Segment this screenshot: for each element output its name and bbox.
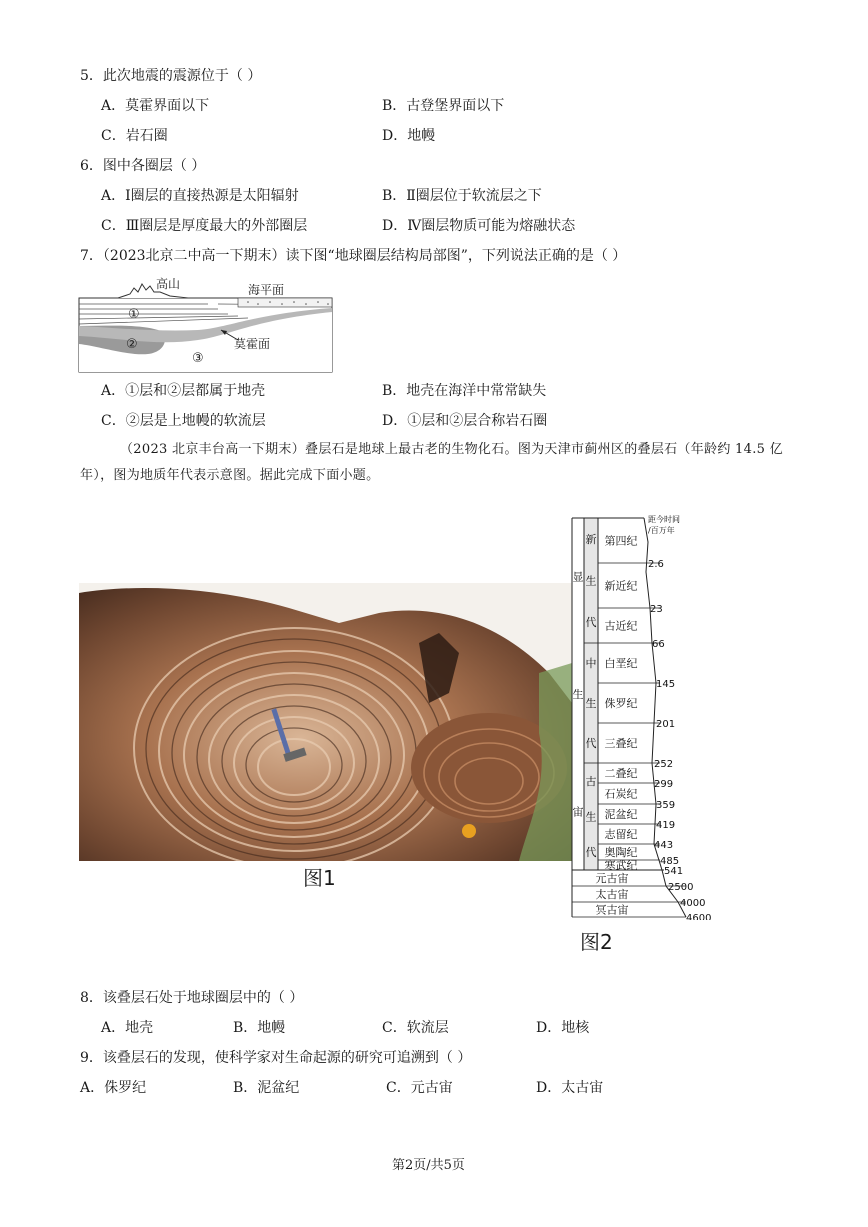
era-label-char: 生 [585, 810, 597, 824]
q7-option-d: D．①层和②层合称岩石圈 [382, 413, 548, 429]
label-moho: 莫霍面 [234, 337, 271, 351]
age-label: 359 [656, 800, 676, 811]
period-label: 新近纪 [604, 579, 638, 593]
era-label-char: 代 [585, 737, 597, 750]
period-label: 白垩纪 [604, 657, 638, 670]
period-label: 侏罗纪 [604, 697, 638, 710]
q7-option-c: C．②层是上地幔的软流层 [101, 413, 266, 429]
age-label: 4600 [686, 913, 712, 920]
earth-layer-diagram [78, 274, 334, 374]
era-label-char: 生 [585, 574, 597, 588]
timescale-header-line2: /百万年 [648, 526, 675, 535]
period-label: 三叠纪 [604, 737, 638, 750]
period-label: 古近纪 [604, 619, 638, 633]
age-label: 2500 [668, 882, 694, 893]
geologic-timescale [568, 512, 718, 920]
age-label: 443 [654, 840, 674, 851]
q9-stem: 9．该叠层石的发现，使科学家对生命起源的研究可追溯到（ ） [80, 1050, 472, 1066]
q9-option-b: B．泥盆纪 [233, 1080, 300, 1096]
age-label: 4000 [680, 898, 706, 909]
q5-option-a: A．莫霍界面以下 [101, 98, 210, 114]
q7-option-a: A．①层和②层都属于地壳 [101, 383, 266, 399]
period-label: 二叠纪 [604, 767, 638, 780]
eon-label: 太古宙 [595, 888, 629, 901]
q5-stem: 5．此次地震的震源位于（ ） [80, 68, 262, 84]
era-label-char: 新 [585, 532, 597, 546]
age-label: 541 [664, 866, 684, 877]
q5-option-c: C．岩石圈 [101, 128, 168, 144]
q9-option-a: A．侏罗纪 [80, 1080, 147, 1096]
era-label-char: 中 [585, 657, 597, 670]
timescale-header-line1: 距今时间 [648, 515, 680, 524]
figure-2-label: 图2 [580, 930, 613, 954]
age-label: 201 [656, 719, 676, 730]
era-label-char: 生 [585, 697, 597, 710]
eon-label-char: 宙 [572, 805, 584, 819]
q8-option-b: B．地幔 [233, 1020, 286, 1036]
era-label-char: 古 [585, 774, 597, 788]
q7-stem: 7．（2023北京二中高一下期末）读下图“地球圈层结构局部图”，下列说法正确的是（ ） [80, 248, 627, 264]
eon-label: 冥古宙 [595, 903, 629, 917]
era-label-char: 代 [585, 846, 597, 860]
age-label: 66 [652, 639, 665, 650]
label-layer-1: ① [128, 307, 140, 322]
intro-paragraph: （2023 北京丰台高一下期末）叠层石是地球上最古老的生物化石。图为天津市蓟州区的叠层石（年龄约 14.5 亿年），图为地质年代表示意图。据此完成下面小题。 [80, 442, 783, 483]
q6-option-c: C．Ⅲ圈层是厚度最大的外部圈层 [101, 218, 308, 234]
q8-stem: 8．该叠层石处于地球圈层中的（ ） [80, 990, 304, 1006]
age-label: 252 [654, 759, 674, 770]
eon-label-char: 生 [572, 688, 584, 701]
q5-option-d: D．地幔 [382, 128, 436, 144]
label-sea-level: 海平面 [248, 283, 285, 297]
q9-option-c: C．元古宙 [386, 1080, 453, 1096]
period-label: 石炭纪 [604, 787, 638, 801]
q9-option-d: D．太古宙 [536, 1080, 604, 1096]
age-label: 419 [656, 820, 676, 831]
q7-option-b: B．地壳在海洋中常常缺失 [382, 383, 547, 399]
label-layer-2: ② [126, 337, 138, 352]
q8-option-c: C．软流层 [382, 1020, 449, 1036]
q6-stem: 6．图中各圈层（ ） [80, 158, 206, 174]
age-label: 485 [660, 856, 680, 867]
q6-option-d: D．Ⅳ圈层物质可能为熔融状态 [382, 218, 576, 234]
label-mountain: 高山 [156, 277, 181, 291]
q6-option-b: B．Ⅱ圈层位于软流层之下 [382, 188, 542, 204]
period-label: 泥盆纪 [604, 808, 638, 821]
age-label: 299 [654, 779, 674, 790]
q6-option-a: A．Ⅰ圈层的直接热源是太阳辐射 [101, 188, 299, 204]
age-label: 145 [656, 679, 676, 690]
q5-option-b: B．古登堡界面以下 [382, 98, 505, 114]
age-label: 2.6 [648, 559, 664, 570]
eon-label: 元古宙 [595, 872, 629, 885]
age-label: 23 [650, 604, 663, 615]
period-label: 寒武纪 [604, 859, 638, 872]
figure-1-label: 图1 [303, 866, 336, 890]
period-label: 志留纪 [604, 828, 638, 841]
stromatolite-photo [79, 583, 572, 861]
era-label-char: 代 [585, 616, 597, 630]
q8-option-a: A．地壳 [101, 1020, 154, 1036]
q8-option-d: D．地核 [536, 1020, 590, 1036]
page-footer: 第2页/共5页 [392, 1158, 465, 1173]
period-label: 奥陶纪 [604, 846, 638, 859]
label-layer-3: ③ [192, 351, 204, 366]
period-label: 第四纪 [604, 534, 638, 548]
eon-label-char: 显 [572, 570, 584, 584]
